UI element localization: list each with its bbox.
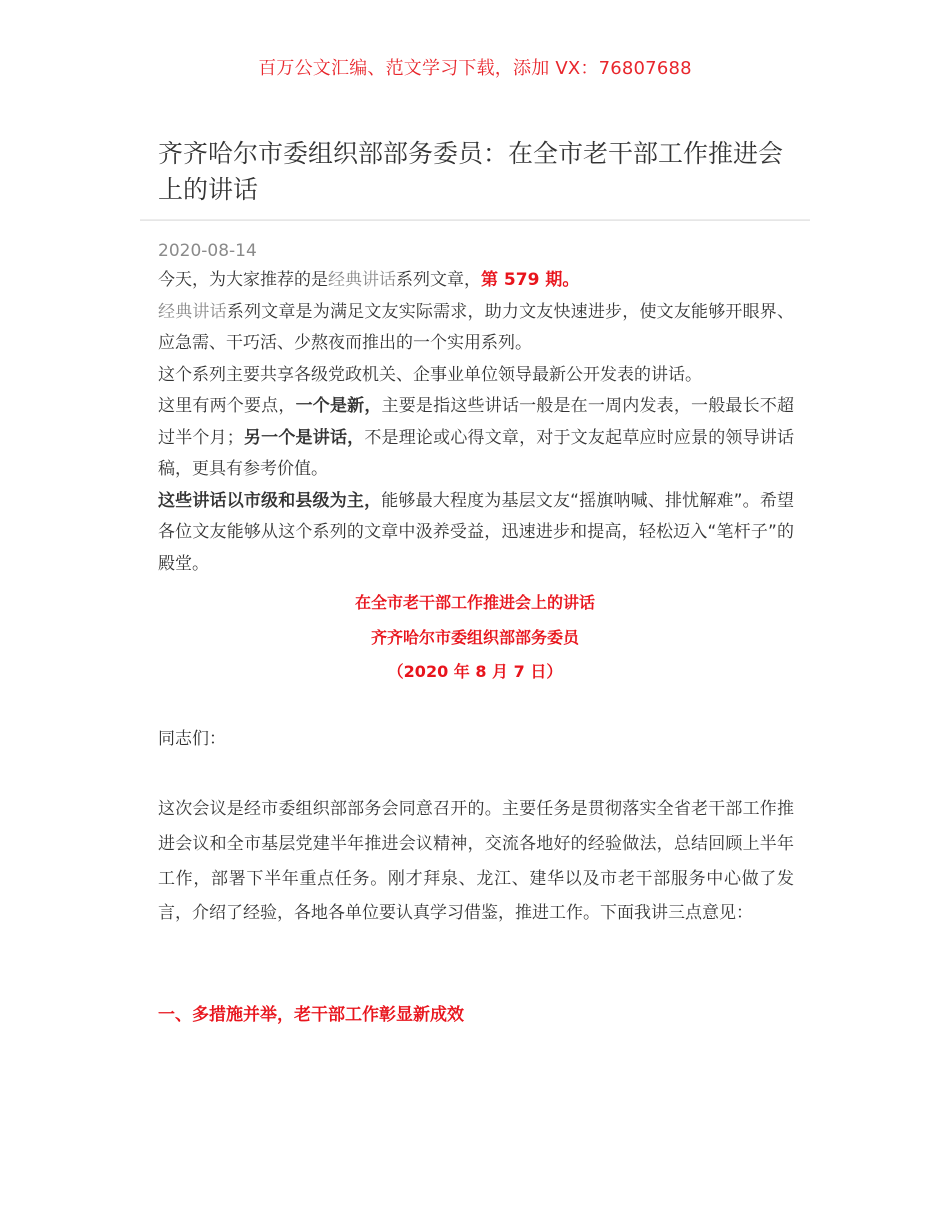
speech-opening-paragraph: 这次会议是经市委组织部部务会同意召开的。主要任务是贯彻落实全省老干部工作推进会议和全市基层党建半年推进会议精神，交流各地好的经验做法，总结回顾上半年工作，部署下半年重点任务。刚才拜泉、龙江、建华以及市老干部服务中心做了发言，介绍了经验，各地各单位要认真学习借鉴，推进工作。下面我讲三点意见： xyxy=(158,799,794,924)
key-point-level: 这些讲话以市级和县级为主， xyxy=(158,490,382,511)
speech-header xyxy=(0,586,950,690)
intro-p1-prefix: 今天，为大家推荐的是 xyxy=(158,270,328,290)
article-title: 齐齐哈尔市委组织部部务委员：在全市老干部工作推进会上的讲话 xyxy=(158,139,784,204)
key-point-new: 一个是新， xyxy=(295,396,382,416)
intro-paragraph-3: 这个系列主要共享各级党政机关、企事业单位领导最新公开发表的讲话。 xyxy=(158,364,702,385)
intro-paragraph-1 xyxy=(158,265,794,297)
intro-p1-middle: 系列文章， xyxy=(396,270,481,290)
intro-paragraph-4 xyxy=(158,391,794,486)
title-divider xyxy=(140,219,810,221)
section-heading-1: 一、多措施并举，老干部工作彰显新成效 xyxy=(158,1005,464,1025)
intro-p4-suffix: 不是理论或心得文章，对于文友起草应时应景的领导讲话稿，更具有参考价值。 xyxy=(158,427,795,479)
promo-banner: 百万公文汇编、范文学习下载，添加 VX：76807688 xyxy=(258,58,692,79)
speech-title: 在全市老干部工作推进会上的讲话 xyxy=(354,593,595,612)
intro-p5-text: 能够最大程度为基层文友“摇旗呐喊、排忧解难”。希望各位文友能够从这个系列的文章中汲养受益，迅速进步和提高，轻松迈入“笔杆子”的殿堂。 xyxy=(158,490,794,574)
issue-number: 第 579 期。 xyxy=(481,270,580,290)
intro-p2-text: 系列文章是为满足文友实际需求，助力文友快速进步，使文友能够开眼界、应急需、干巧活、少熬夜而推出的一个实用系列。 xyxy=(158,301,795,353)
intro-p4-prefix: 这里有两个要点， xyxy=(158,396,296,416)
intro-p4-middle: 主要是指这些讲话一般是在一周内发表，一般最长不超过半个月； xyxy=(158,396,795,448)
speech-date: （2020 年 8 月 7 日） xyxy=(387,662,563,681)
series-name-link[interactable]: 经典讲话 xyxy=(158,301,227,322)
speech-speaker: 齐齐哈尔市委组织部部务委员 xyxy=(370,627,579,647)
intro-paragraph-2 xyxy=(158,297,794,360)
series-name-link[interactable]: 经典讲话 xyxy=(328,270,396,290)
key-point-speech: 另一个是讲话， xyxy=(243,427,365,448)
intro-paragraph-5 xyxy=(158,486,794,581)
publish-date: 2020-08-14 xyxy=(158,241,257,261)
speech-greeting: 同志们： xyxy=(158,729,226,749)
intro-section xyxy=(158,265,794,580)
